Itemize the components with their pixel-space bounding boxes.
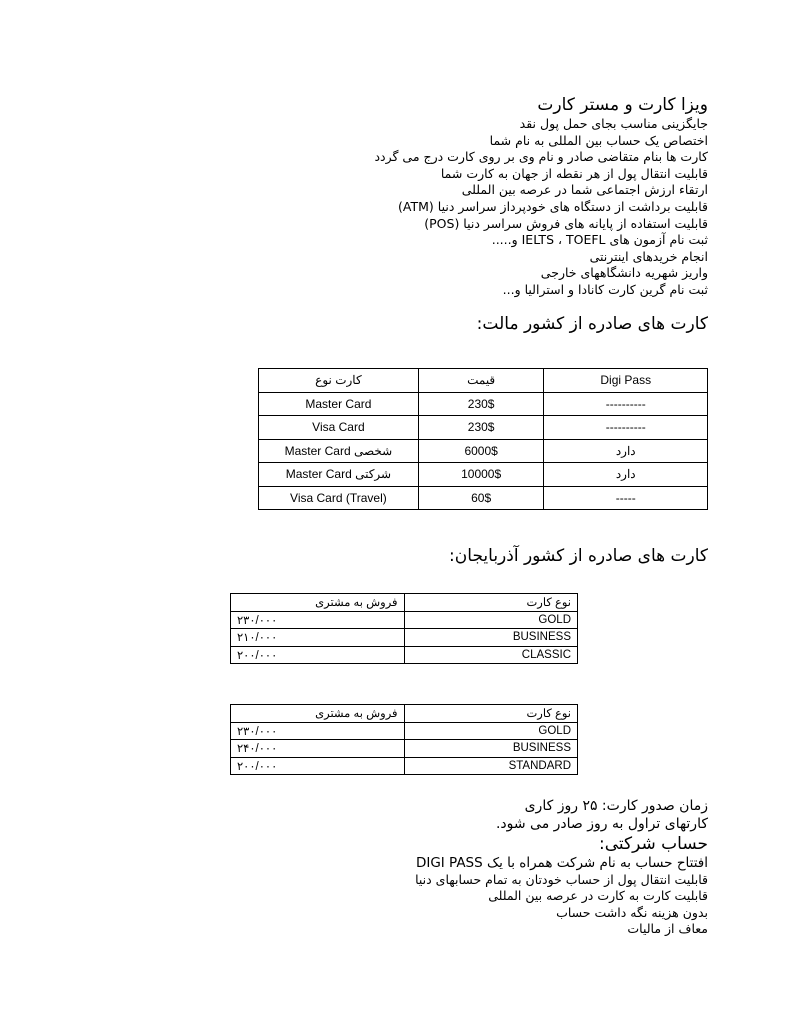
price-cell: ۲۳۰/۰۰۰ [231, 722, 405, 740]
header-cell: فروش به مشتری [231, 705, 405, 723]
feature-line: ثبت نام گرین کارت کانادا و استرالیا و... [502, 281, 708, 297]
header-cell: Digi Pass [544, 369, 708, 393]
digipass-cell: دارد [544, 439, 708, 463]
corporate-line: بدون هزینه نگه داشت حساب [556, 904, 708, 920]
feature-line: قابلیت برداشت از دستگاه های خودپرداز سراسر دنیا (ATM) [398, 198, 708, 214]
card-type-cell: BUSINESS [404, 629, 577, 647]
table-row [259, 392, 708, 416]
card-type-cell: Master Card [259, 392, 419, 416]
feature-line: کارت ها بنام متقاضی صادر و نام وی بر روی کارت درج می گردد [374, 149, 708, 165]
feature-line: قابلیت استفاده از پایانه های فروش سراسر دنیا (POS) [424, 215, 708, 231]
visa-master-title: ویزا کارت و مستر کارت [537, 95, 708, 115]
table-row [231, 757, 578, 775]
feature-line: واریز شهریه دانشگاههای خارجی [540, 265, 708, 281]
price-cell: 6000$ [418, 439, 544, 463]
feature-line: ارتقاء ارزش اجتماعی شما در عرصه بین المللی [461, 182, 708, 198]
card-type-cell: CLASSIC [404, 646, 577, 664]
price-cell: ۲۰۰/۰۰۰ [231, 646, 405, 664]
price-cell: ۲۳۰/۰۰۰ [231, 611, 405, 629]
header-cell: فروش به مشتری [231, 594, 405, 612]
azerbaijan-title: کارت های صادره از کشور آذربایجان: [449, 546, 708, 566]
table-row [259, 463, 708, 487]
price-cell: 230$ [418, 416, 544, 440]
feature-line: جایگزینی مناسب بجای حمل پول نقد [519, 116, 708, 131]
corporate-line: قابلیت انتقال پول از حساب خودتان به تمام حسابهای دنیا [415, 871, 708, 887]
price-cell: ۲۰۰/۰۰۰ [231, 757, 405, 775]
digipass-cell: ---------- [544, 392, 708, 416]
price-cell: ۲۴۰/۰۰۰ [231, 740, 405, 758]
card-type-cell: Visa Card [259, 416, 419, 440]
table-header-row [259, 369, 708, 393]
azerbaijan-table-2 [230, 704, 578, 775]
card-type-cell: Visa Card (Travel) [259, 486, 419, 510]
header-cell: قیمت [418, 369, 544, 393]
issuance-section [148, 797, 708, 938]
mellat-cards-table [258, 368, 708, 510]
table-row [231, 740, 578, 758]
table-row [259, 439, 708, 463]
digipass-cell: دارد [544, 463, 708, 487]
table-row [231, 629, 578, 647]
corporate-line: قابلیت کارت به کارت در عرصه بین المللی [488, 888, 708, 904]
feature-line: قابلیت انتقال پول از هر نقطه از جهان به کارت شما [440, 165, 708, 181]
travel-issuance: کارتهای تراول به روز صادر می شود. [495, 816, 708, 832]
card-type-cell: STANDARD [404, 757, 577, 775]
feature-line: انجام خریدهای اینترنتی [589, 248, 708, 264]
table-row [231, 646, 578, 664]
table-row [231, 611, 578, 629]
corporate-line: افتتاح حساب به نام شرکت همراه با یک DIGI PASS [415, 855, 708, 871]
visa-master-section [148, 94, 708, 299]
corporate-line: معاف از مالیات [627, 921, 708, 937]
price-cell: ۲۱۰/۰۰۰ [231, 629, 405, 647]
table-header-row [231, 705, 578, 723]
digipass-cell: ---------- [544, 416, 708, 440]
table-row [259, 416, 708, 440]
table-row [231, 722, 578, 740]
corporate-title: حساب شرکتی: [598, 834, 708, 854]
header-cell: نوع کارت [404, 705, 577, 723]
card-type-cell: Master Card شخصی [259, 439, 419, 463]
card-type-cell: BUSINESS [404, 740, 577, 758]
card-type-cell: GOLD [404, 722, 577, 740]
table-header-row [231, 594, 578, 612]
price-cell: 60$ [418, 486, 544, 510]
header-cell: نوع کارت [404, 594, 577, 612]
azerbaijan-table-1 [230, 593, 578, 664]
feature-line: اختصاص یک حساب بین المللی به نام شما [489, 132, 708, 148]
card-type-cell: Master Card شرکتی [259, 463, 419, 487]
card-type-cell: GOLD [404, 611, 577, 629]
table-row [259, 486, 708, 510]
price-cell: 10000$ [418, 463, 544, 487]
price-cell: 230$ [418, 392, 544, 416]
header-cell: کارت نوع [259, 369, 419, 393]
feature-line: ثبت نام آزمون های IELTS ، TOEFL و..... [491, 232, 708, 248]
digipass-cell: ----- [544, 486, 708, 510]
mellat-title: کارت های صادره از کشور مالت: [476, 314, 708, 334]
issuance-time: زمان صدور کارت: ۲۵ روز کاری [524, 798, 708, 814]
